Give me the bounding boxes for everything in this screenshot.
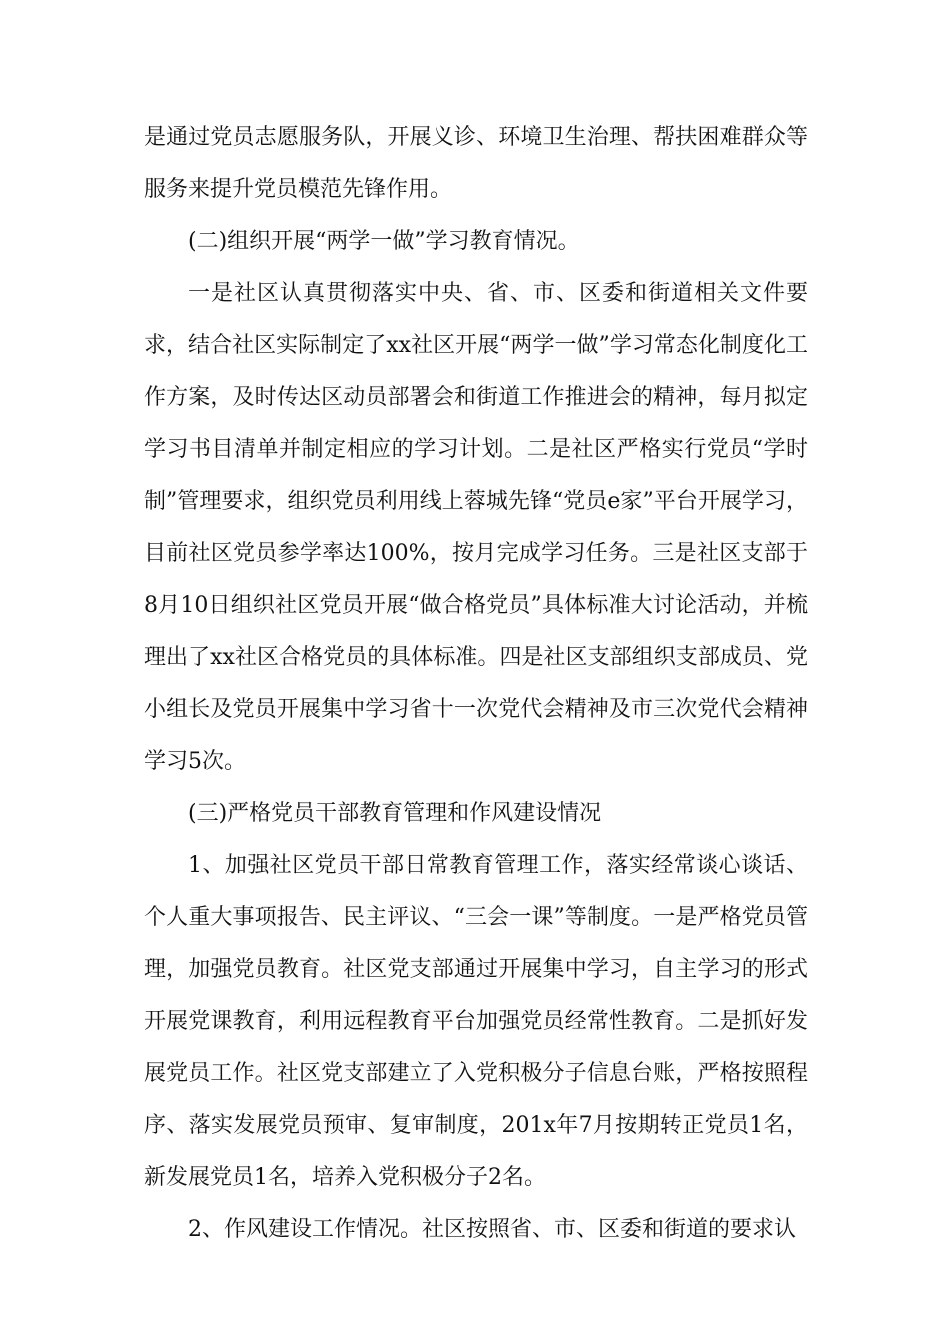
paragraph-work-style: 2、作风建设工作情况。社区按照省、市、区委和街道的要求认 (188, 1217, 796, 1242)
section-heading-three: (三)严格党员干部教育管理和作风建设情况 (188, 801, 602, 826)
section-heading-two: (二)组织开展“两学一做”学习教育情况。 (188, 229, 580, 254)
paragraph-study-education: 一是社区认真贯彻落实中央、省、市、区委和街道相关文件要求，结合社区实际制定了xx社区开展“两学一做”学习常态化制度化工作方案，及时传达区动员部署会和街道工作推进会的精神，每月拟定学习书目清单并制定相应的学习计划。二是社区严格实行党员“学时制”管理要求，组织党员利用线上蓉城先锋“党员e家”平台开展学习，目前社区党员参学率达100%，按月完成学习任务。三是社区支部于8月10日组织社区党员开展“做合格党员”具体标准大讨论活动，并梳理出了xx社区合格党员的具体标准。四是社区支部组织支部成员、党小组长及党员开展集中学习省十一次党代会精神及市三次党代会精神学习5次。 (144, 281, 808, 774)
paragraph-cadre-management: 1、加强社区党员干部日常教育管理工作，落实经常谈心谈话、个人重大事项报告、民主评议、“三会一课”等制度。一是严格党员管理，加强党员教育。社区党支部通过开展集中学习，自主学习的形式开展党课教育，利用远程教育平台加强党员经常性教育。二是抓好发展党员工作。社区党支部建立了入党积极分子信息台账，严格按照程序、落实发展党员预审、复审制度，201x年7月按期转正党员1名，新发展党员1名，培养入党积极分子2名。 (144, 853, 808, 1190)
document-body (144, 112, 808, 1256)
paragraph-continuation: 是通过党员志愿服务队，开展义诊、环境卫生治理、帮扶困难群众等服务来提升党员模范先锋作用。 (144, 125, 808, 202)
